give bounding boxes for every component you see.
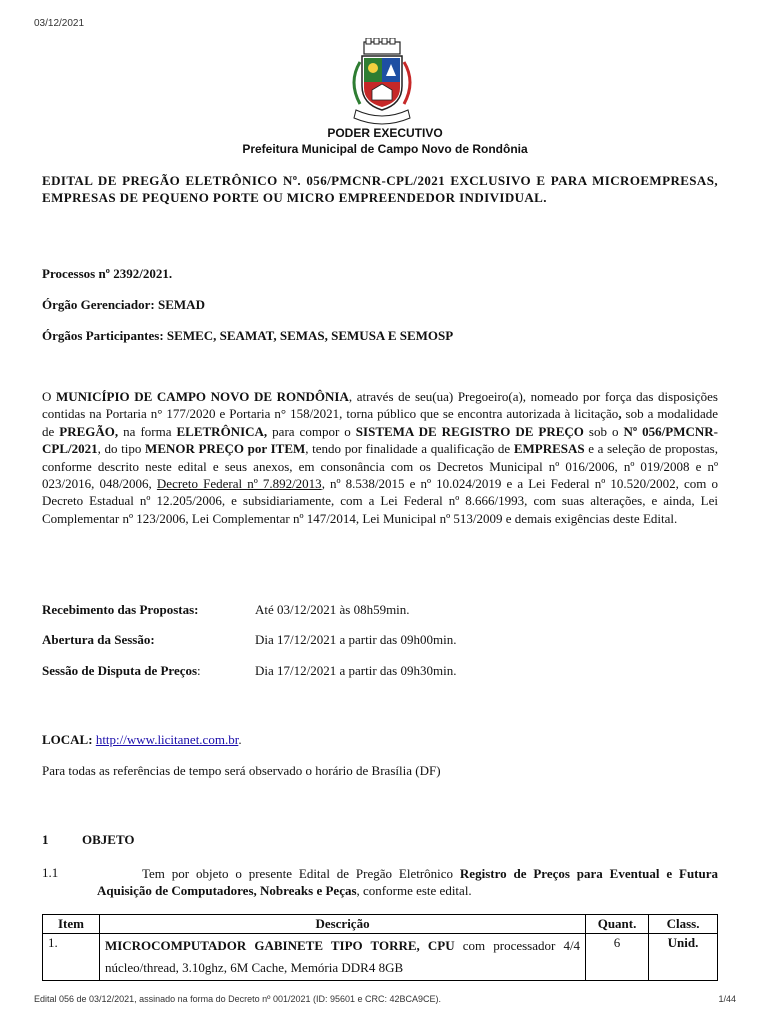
col-header-descricao: Descrição — [99, 915, 585, 934]
subsection-text: Tem por objeto o presente Edital de Pregão Eletrônico Registro de Preços para Eventual e Futura Aquisição de Computadores, Nobreaks e Peças, conforme este edital. — [97, 866, 719, 898]
col-header-quant: Quant. — [586, 915, 649, 934]
section-number: 1 — [42, 832, 49, 847]
schedule-value-disputa: Dia 17/12/2021 a partir das 09h30min. — [255, 663, 457, 678]
timezone-note: Para todas as referências de tempo será observado o horário de Brasília (DF) — [42, 763, 441, 778]
decreto-federal-link[interactable]: Decreto Federal nº 7.892/2013 — [156, 476, 322, 492]
cell-class: Unid. — [649, 934, 718, 981]
subsection-number: 1.1 — [42, 865, 59, 880]
cell-descricao: MICROCOMPUTADOR GABINETE TIPO TORRE, CPU com processador 4/4 núcleo/thread, 3.10ghz, 6M Cache, Memória DDR4 8GB — [99, 934, 585, 981]
schedule-value-recebimento: Até 03/12/2021 às 08h59min. — [255, 602, 410, 617]
orgaos-participantes-line: Órgãos Participantes: SEMEC, SEAMAT, SEMAS, SEMUSA E SEMOSP — [42, 328, 454, 343]
page-number: 1/44 — [718, 994, 736, 1004]
cell-quant: 6 — [586, 934, 649, 981]
prefeitura-heading: Prefeitura Municipal de Campo Novo de Rondônia — [242, 142, 528, 156]
section-title: OBJETO — [82, 832, 135, 847]
table-row — [43, 934, 718, 981]
print-date: 03/12/2021 — [34, 18, 85, 29]
processos-line: Processos nº 2392/2021. — [42, 266, 173, 281]
schedule-label-disputa: Sessão de Disputa de Preços: — [42, 663, 201, 678]
municipal-crest-logo — [344, 38, 420, 128]
items-table — [42, 914, 718, 981]
schedule-label-abertura: Abertura da Sessão: — [42, 632, 155, 647]
orgao-gerenciador-line: Órgão Gerenciador: SEMAD — [42, 297, 205, 312]
cell-item: 1. — [43, 934, 100, 981]
edital-title: EDITAL DE PREGÃO ELETRÔNICO Nº. 056/PMCNR-CPL/2021 EXCLUSIVO E PARA MICROEMPRESAS, EMPRESAS DE PEQUENO PORTE OU MICRO EMPREENDEDOR INDIVIDUAL. — [42, 173, 718, 205]
footer-signature-note: Edital 056 de 03/12/2021, assinado na forma do Decreto nº 001/2021 (ID: 95601 e CRC: 42BCA9CE). — [34, 994, 442, 1004]
licitanet-link[interactable]: http://www.licitanet.com.br — [95, 732, 239, 747]
intro-paragraph: O MUNICÍPIO DE CAMPO NOVO DE RONDÔNIA, através de seu(ua) Pregoeiro(a), nomeado por força das disposições contidas na Portaria n° 177/2020 e Portaria n° 158/2021, torna público que se encontra autorizada à licitação, sob a modalidade de PREGÃO, na forma ELETRÔNICA, para compor o SISTEMA DE REGISTRO DE PREÇO sob o Nº 056/PMCNR-CPL/2021, do tipo MENOR PREÇO por ITEM, tendo por finalidade a qualificação de EMPRESAS e a seleção de propostas, conforme descrito neste edital e seus anexos, em consonância com os Decretos Municipal nº 016/2006, nº 019/2008 e nº 023/2016, 048/2006, Decreto Federal nº 7.892/2013, nº 8.538/2015 e nº 10.024/2019 e a Lei Federal nº 10.520/2002, com o Decreto Estadual nº 12.205/2006, e subsidiariamente, com a Lei Federal nº 8.666/1993, com suas alterações, e ainda, Lei Complementar nº 123/2006, Lei Complementar nº 147/2014, Lei Municipal nº 513/2009 e demais exigências deste Edital. — [42, 389, 718, 526]
local-line: LOCAL: http://www.licitanet.com.br. — [42, 732, 242, 747]
col-header-class: Class. — [649, 915, 718, 934]
schedule-value-abertura: Dia 17/12/2021 a partir das 09h00min. — [255, 632, 457, 647]
schedule-label-recebimento: Recebimento das Propostas: — [42, 602, 199, 617]
col-header-item: Item — [43, 915, 100, 934]
poder-executivo-heading: PODER EXECUTIVO — [327, 126, 443, 140]
table-header-row — [43, 915, 718, 934]
